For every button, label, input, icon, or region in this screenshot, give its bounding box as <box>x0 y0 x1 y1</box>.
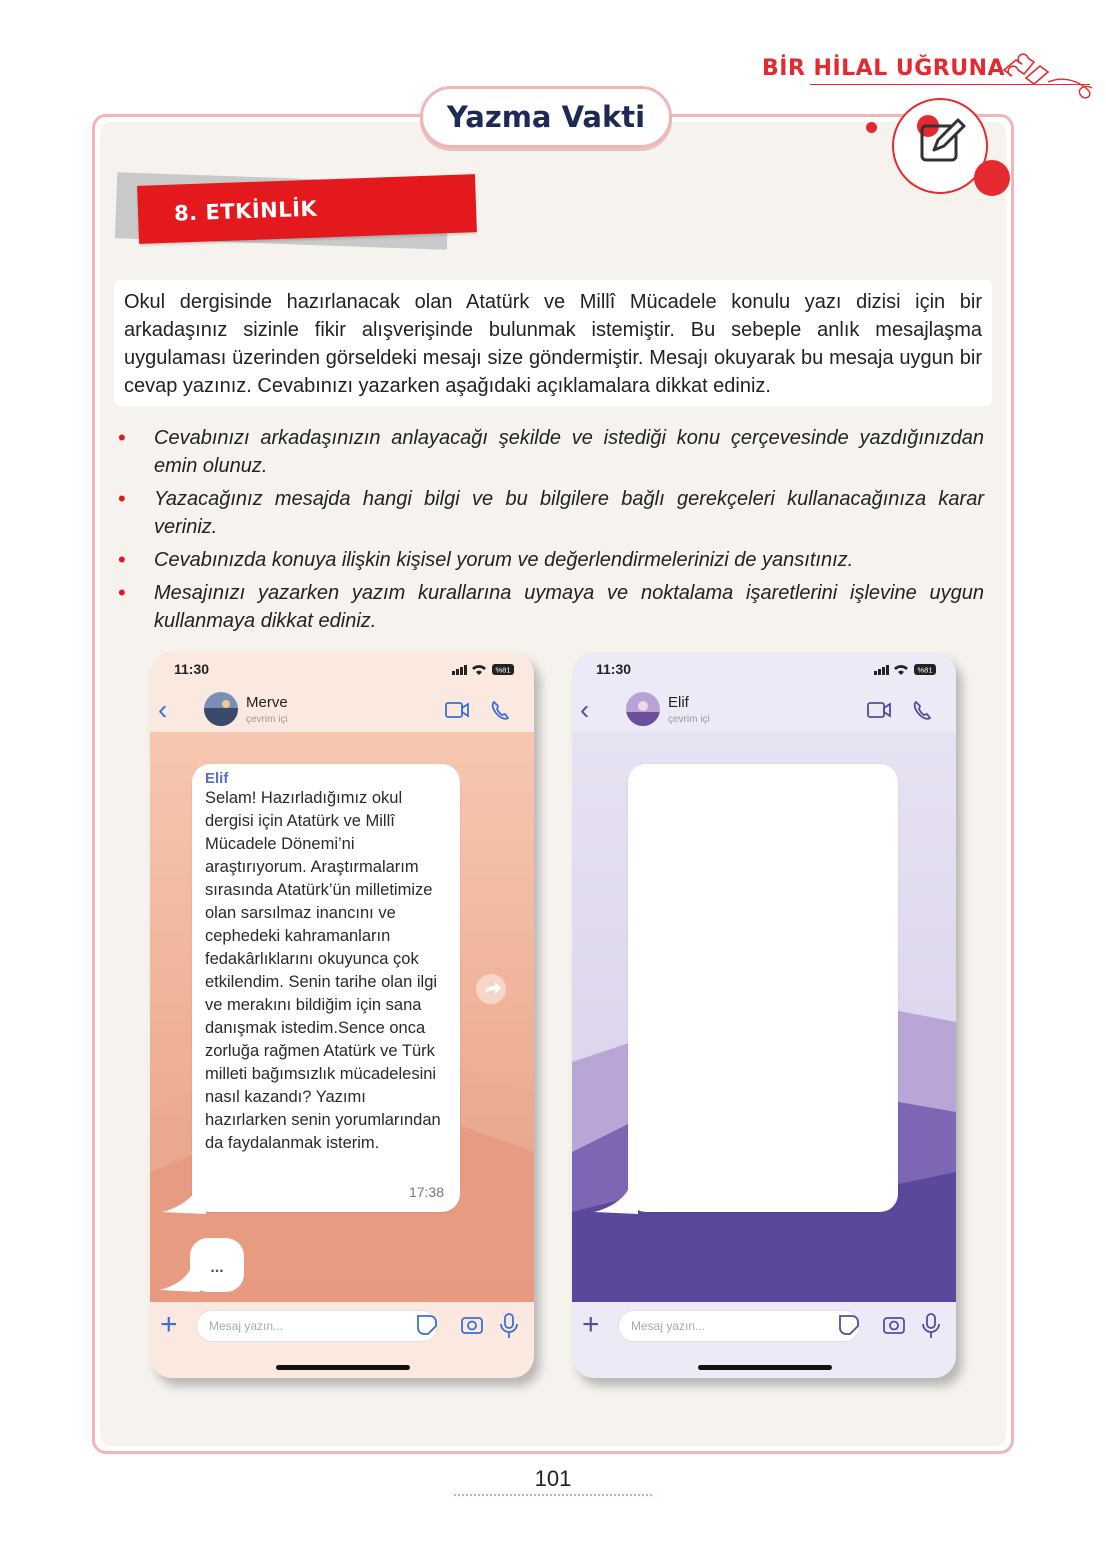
list-item <box>118 579 984 635</box>
status-bar <box>572 652 956 688</box>
list-item-text: Mesajınızı yazarken yazım kurallarına uymaya ve noktalama işaretlerini işlevine uygun kullanmaya dikkat ediniz. <box>154 582 984 632</box>
message-time: 17:38 <box>408 1184 444 1200</box>
section-title-pill <box>420 86 672 148</box>
bubble-tail <box>594 1190 638 1214</box>
write-pen-icon <box>912 112 972 172</box>
back-chevron-icon[interactable]: ‹ <box>158 694 168 725</box>
phone-call-icon[interactable] <box>915 702 930 719</box>
decor-dot-large <box>974 160 1010 196</box>
chat-header <box>150 688 534 732</box>
signal-wifi-battery-icon <box>874 662 938 676</box>
bubble-tail <box>162 1190 206 1214</box>
message-sender: Elif <box>205 770 229 787</box>
bullet-icon: • <box>118 547 126 572</box>
phone-merve <box>150 652 534 1378</box>
puzzle-icon <box>998 42 1098 102</box>
input-icons <box>414 1312 524 1342</box>
microphone-icon[interactable] <box>923 1314 939 1338</box>
instruction-list <box>118 424 984 640</box>
activity-label <box>137 174 477 244</box>
message-text: Selam! Hazırladığımız okul dergisi için Atatürk ve Millî Mücadele Dönemi’ni araştırıyorum. Araştırmalarım sırasında Atatürk’ün milletimize olan sarsılmaz inancını ve cephedeki kahramanların fedakârlıklarını okuyunca çok etkilendim. Senin tarihe olan ilgi ve merakını bildiğim için sana danışmak istedim.Sence onca zorluğa rağmen Atatürk ve Türk milleti bağımsızlık mücadelesini nasıl kazandı? Yazımı hazırlarken senin yorumlarından da faydalanmak isterim. <box>205 789 441 1152</box>
contact-name: Elif <box>668 694 689 711</box>
input-icons <box>836 1312 946 1342</box>
signal-wifi-battery-icon <box>452 662 516 676</box>
bullet-icon: • <box>118 580 126 605</box>
avatar[interactable] <box>626 692 660 726</box>
battery-level: %81 <box>917 665 933 675</box>
video-call-icon[interactable] <box>446 703 468 717</box>
chat-header <box>572 688 956 732</box>
message-input-bar <box>150 1302 534 1378</box>
list-item-text: Cevabınızı arkadaşınızın anlayacağı şekilde ve istediği konu çerçevesinde yazdığınızdan emin olunuz. <box>154 427 984 477</box>
status-time: 11:30 <box>596 661 632 677</box>
message-input[interactable] <box>196 1310 438 1342</box>
back-chevron-icon[interactable]: ‹ <box>580 694 590 725</box>
home-indicator[interactable] <box>698 1365 832 1370</box>
phone-elif <box>572 652 956 1378</box>
typing-indicator: ... <box>190 1238 244 1292</box>
list-item-text: Yazacağınız mesajda hangi bilgi ve bu bilgilere bağlı gerekçeleri kullanacağınıza karar veriniz. <box>154 488 984 538</box>
incoming-message[interactable] <box>192 764 460 1212</box>
message-input-bar <box>572 1302 956 1378</box>
reply-message-box[interactable] <box>628 764 898 1212</box>
plus-icon[interactable]: + <box>160 1308 178 1341</box>
typing-bubble-tail <box>160 1270 200 1292</box>
call-icons <box>866 698 936 722</box>
contact-status: çevrim içi <box>668 714 710 725</box>
activity-label-text: 8. ETKİNLİK <box>173 196 318 226</box>
series-title: BİR HİLAL UĞRUNA <box>762 56 1006 81</box>
sticker-icon[interactable] <box>840 1316 858 1334</box>
home-indicator[interactable] <box>276 1365 410 1370</box>
chat-area <box>150 732 534 1302</box>
forward-icon[interactable] <box>476 974 506 1004</box>
status-time: 11:30 <box>174 661 210 677</box>
message-input-placeholder: Mesaj yazın... <box>631 1319 706 1333</box>
sticker-icon[interactable] <box>418 1316 436 1334</box>
page-number: 101 <box>534 1466 572 1491</box>
list-item-text: Cevabınızda konuya ilişkin kişisel yorum ve değerlendirmelerinizi de yansıtınız. <box>154 549 854 571</box>
intro-paragraph: Okul dergisinde hazırlanacak olan Atatürk ve Millî Mücadele konulu yazı dizisi için bir arkadaşınız sizinle fikir alışverişinde bulunmak istemiştir. Bu sebeple anlık mesajlaşma uygulaması üzerinden görseldeki mesajı size göndermiştir. Mesajı okuyarak bu mesaja uygun bir cevap yazınız. Cevabınızı yazarken aşağıdaki açıklamalara dikkat ediniz. <box>114 280 992 406</box>
list-item <box>118 485 984 541</box>
message-input[interactable] <box>618 1310 860 1342</box>
chat-area <box>572 732 956 1302</box>
camera-icon[interactable] <box>462 1318 482 1333</box>
status-bar <box>150 652 534 688</box>
video-call-icon[interactable] <box>868 703 890 717</box>
phone-call-icon[interactable] <box>493 702 508 719</box>
contact-status: çevrim içi <box>246 714 288 725</box>
contact-name: Merve <box>246 694 288 711</box>
bullet-icon: • <box>118 486 126 511</box>
avatar[interactable] <box>204 692 238 726</box>
bullet-icon: • <box>118 425 126 450</box>
microphone-icon[interactable] <box>501 1314 517 1338</box>
list-item <box>118 546 984 574</box>
camera-icon[interactable] <box>884 1318 904 1333</box>
page-number-underline <box>454 1494 652 1496</box>
plus-icon[interactable]: + <box>582 1308 600 1341</box>
decor-dot <box>866 122 877 133</box>
message-input-placeholder: Mesaj yazın... <box>209 1319 284 1333</box>
section-title: Yazma Vakti <box>446 100 646 134</box>
battery-level: %81 <box>495 665 511 675</box>
call-icons <box>444 698 514 722</box>
list-item <box>118 424 984 480</box>
